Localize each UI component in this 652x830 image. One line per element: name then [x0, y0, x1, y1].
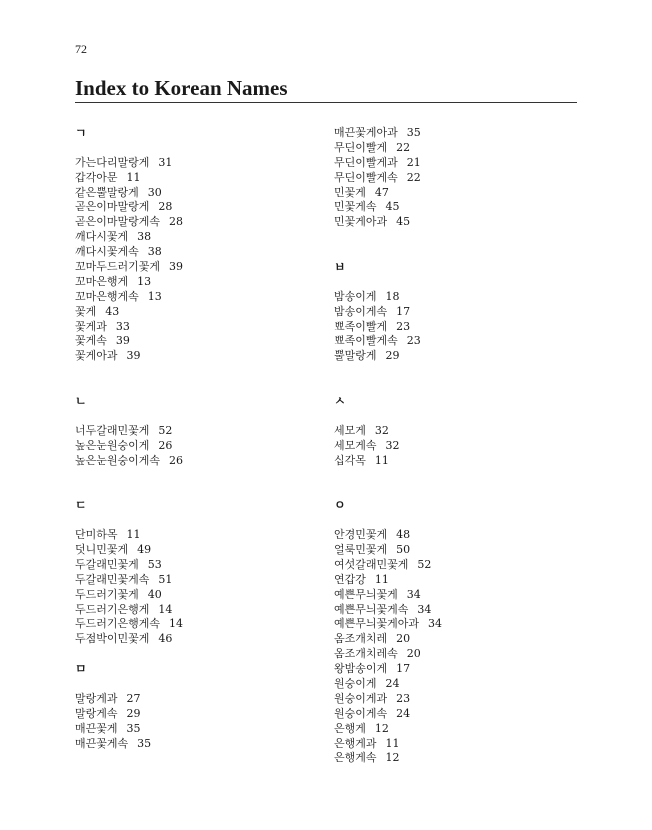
index-entry-name: 두갈래민꽃게 [75, 557, 139, 571]
index-entry [75, 424, 325, 439]
index-entry [75, 275, 325, 290]
index-entry-page: 20 [406, 647, 421, 661]
index-entry-name: 두갈래민꽃게속 [75, 572, 150, 586]
index-entry-page: 28 [158, 200, 173, 214]
spacer [334, 230, 584, 245]
index-section-heading: ㅁ [75, 662, 87, 677]
spacer [75, 141, 325, 156]
index-entry-name: 덧니민꽃게 [75, 542, 129, 556]
index-entry-page: 14 [169, 617, 184, 631]
index-entry [75, 603, 325, 618]
index-entry-page: 11 [126, 528, 141, 542]
index-entry-page: 39 [115, 334, 130, 348]
page-title: Index to Korean Names [75, 76, 577, 103]
spacer [75, 513, 325, 528]
index-section-heading: ㅅ [334, 394, 346, 409]
index-entry-name: 여섯갈래민꽃게 [334, 557, 409, 571]
index-section-heading: ㄱ [75, 126, 87, 140]
spacer [334, 364, 584, 379]
index-entry-name: 꽃게 [75, 304, 97, 318]
index-entry [75, 617, 325, 632]
index-entry-page: 17 [396, 304, 411, 318]
index-entry [334, 156, 584, 171]
index-entry-page: 32 [385, 438, 400, 452]
index-entry-page: 13 [137, 274, 152, 288]
index-entry [334, 722, 584, 737]
index-entry-page: 12 [385, 751, 400, 765]
index-entry-page: 51 [158, 572, 173, 586]
index-entry-name: 두드러기은행게속 [75, 617, 161, 631]
index-entry [334, 320, 584, 335]
index-entry-page: 35 [126, 721, 141, 735]
index-entry-page: 24 [385, 676, 400, 690]
index-column-right [334, 126, 584, 766]
index-entry [75, 245, 325, 260]
index-entry [334, 200, 584, 215]
index-entry [334, 439, 584, 454]
index-entry-page: 40 [147, 587, 162, 601]
index-entry-name: 원숭이게 [334, 676, 377, 690]
index-entry [334, 528, 584, 543]
spacer [334, 379, 584, 394]
index-entry-page: 35 [137, 736, 152, 750]
index-entry-page: 23 [396, 319, 411, 333]
index-entry-name: 안경민꽃게 [334, 528, 388, 542]
index-entry-page: 29 [126, 706, 141, 720]
index-entry-page: 27 [126, 691, 141, 705]
spacer [334, 483, 584, 498]
index-entry-page: 17 [396, 662, 411, 676]
index-entry-name: 꽃게과 [75, 319, 107, 333]
index-entry-name: 꽃게아과 [75, 349, 118, 363]
index-entry-name: 밤송이게속 [334, 304, 388, 318]
index-entry-page: 50 [396, 542, 411, 556]
index-entry [334, 215, 584, 230]
index-entry [75, 722, 325, 737]
index-entry [334, 573, 584, 588]
index-entry [75, 692, 325, 707]
index-entry-page: 11 [126, 170, 141, 184]
index-entry-name: 옴조개치레 [334, 632, 388, 646]
index-entry [334, 290, 584, 305]
index-section-heading: ㅇ [334, 498, 346, 513]
index-entry [334, 647, 584, 662]
index-entry-page: 53 [147, 557, 162, 571]
index-entry-name: 민꽃게속 [334, 200, 377, 214]
index-entry-name: 예쁜무늬꽃게아과 [334, 617, 420, 631]
index-entry-name: 곧은이마말랑게 [75, 200, 150, 214]
index-entry-page: 43 [105, 304, 120, 318]
index-entry-name: 밤송이게 [334, 289, 377, 303]
spacer [75, 409, 325, 424]
index-entry [75, 632, 325, 647]
index-entry-name: 단미하목 [75, 528, 118, 542]
index-entry [334, 662, 584, 677]
index-entry [75, 528, 325, 543]
index-entry-page: 45 [385, 200, 400, 214]
index-entry-page: 22 [406, 170, 421, 184]
index-entry-name: 원숭이게과 [334, 691, 388, 705]
index-entry [75, 320, 325, 335]
index-entry-page: 28 [169, 215, 184, 229]
index-entry-page: 39 [126, 349, 141, 363]
index-entry [75, 290, 325, 305]
spacer [334, 245, 584, 260]
index-entry-name: 무딘이빨게속 [334, 170, 398, 184]
index-entry-name: 두드러기꽃게 [75, 587, 139, 601]
spacer [75, 483, 325, 498]
index-entry [334, 632, 584, 647]
index-entry [75, 230, 325, 245]
index-entry-name: 말랑게속 [75, 706, 118, 720]
spacer [75, 677, 325, 692]
index-entry [334, 558, 584, 573]
index-entry [334, 141, 584, 156]
index-entry-name: 갑각아문 [75, 170, 118, 184]
index-entry-name: 매끈꽃게 [75, 721, 118, 735]
index-entry [334, 543, 584, 558]
index-entry-page: 31 [158, 155, 173, 169]
index-entry-name: 연갑강 [334, 572, 366, 586]
index-section-heading: ㄷ [75, 498, 87, 513]
index-section-heading: ㄴ [75, 394, 87, 409]
index-entry [334, 677, 584, 692]
index-entry-name: 원숭이게속 [334, 706, 388, 720]
index-entry-name: 곧은이마말랑게속 [75, 215, 161, 229]
index-entry-page: 32 [374, 423, 389, 437]
spacer [75, 647, 325, 662]
index-entry-page: 46 [158, 632, 173, 646]
index-entry [334, 454, 584, 469]
index-entry [75, 200, 325, 215]
index-entry-page: 11 [374, 572, 389, 586]
index-entry [334, 617, 584, 632]
index-entry-name: 세모게 [334, 423, 366, 437]
index-entry-page: 23 [396, 691, 411, 705]
index-entry [334, 305, 584, 320]
index-entry [75, 737, 325, 752]
index-entry-name: 예쁜무늬꽃게속 [334, 602, 409, 616]
index-entry-page: 26 [169, 453, 184, 467]
index-entry-name: 깨다시꽃게속 [75, 245, 139, 259]
index-entry-page: 18 [385, 289, 400, 303]
index-entry-page: 34 [428, 617, 443, 631]
index-entry-page: 30 [147, 185, 162, 199]
index-entry-name: 두점박이민꽃게 [75, 632, 150, 646]
index-entry-page: 14 [158, 602, 173, 616]
index-entry-page: 52 [417, 557, 432, 571]
index-section-heading: ㅂ [334, 260, 346, 275]
index-entry [75, 439, 325, 454]
index-entry-page: 38 [137, 230, 152, 244]
index-entry-page: 34 [417, 602, 432, 616]
index-entry-name: 높은눈원숭이게 [75, 438, 150, 452]
index-entry-page: 11 [374, 453, 389, 467]
index-entry-page: 52 [158, 423, 173, 437]
index-entry-name: 말랑게과 [75, 691, 118, 705]
index-entry-page: 39 [169, 260, 184, 274]
index-entry [334, 603, 584, 618]
index-entry-page: 20 [396, 632, 411, 646]
index-entry-page: 29 [385, 349, 400, 363]
index-entry-page: 34 [406, 587, 421, 601]
spacer [75, 364, 325, 379]
index-entry [334, 692, 584, 707]
index-entry-name: 세모게속 [334, 438, 377, 452]
index-entry [334, 751, 584, 766]
index-entry-page: 26 [158, 438, 173, 452]
index-entry [75, 186, 325, 201]
index-entry [334, 126, 584, 141]
index-entry-page: 13 [147, 289, 162, 303]
index-entry-name: 깨다시꽃게 [75, 230, 129, 244]
index-entry-name: 예쁜무늬꽃게 [334, 587, 398, 601]
index-entry-name: 꼬마은행게속 [75, 289, 139, 303]
page-number: 72 [75, 42, 87, 56]
index-entry [334, 737, 584, 752]
index-entry-page: 33 [115, 319, 130, 333]
index-entry [75, 260, 325, 275]
spacer [334, 275, 584, 290]
index-entry-name: 매끈꽃게아과 [334, 126, 398, 139]
index-entry-name: 가는다리말랑게 [75, 155, 150, 169]
index-entry-page: 35 [406, 126, 421, 139]
index-entry-name: 두드러기은행게 [75, 602, 150, 616]
index-entry [334, 171, 584, 186]
index-entry-name: 은행게속 [334, 751, 377, 765]
index-entry-page: 49 [137, 542, 152, 556]
index-entry-page: 21 [406, 155, 421, 169]
index-entry [75, 215, 325, 230]
index-entry-page: 45 [396, 215, 411, 229]
index-entry-name: 민꽃게아과 [334, 215, 388, 229]
index-entry-name: 무딘이빨게과 [334, 155, 398, 169]
index-entry-name: 은행게 [334, 721, 366, 735]
index-entry-name: 너두갈래민꽃게 [75, 423, 150, 437]
index-entry [75, 573, 325, 588]
index-entry-name: 십각목 [334, 453, 366, 467]
index-entry [75, 156, 325, 171]
index-entry-page: 24 [396, 706, 411, 720]
index-entry-page: 48 [396, 528, 411, 542]
index-entry [334, 349, 584, 364]
spacer [334, 468, 584, 483]
index-entry [334, 707, 584, 722]
index-entry-name: 뿔말랑게 [334, 349, 377, 363]
spacer [334, 409, 584, 424]
index-entry [334, 186, 584, 201]
spacer [75, 379, 325, 394]
index-entry-name: 매끈꽃게속 [75, 736, 129, 750]
index-entry [75, 454, 325, 469]
index-entry-name: 왕밤송이게 [334, 662, 388, 676]
index-entry-name: 은행게과 [334, 736, 377, 750]
index-entry [75, 588, 325, 603]
index-entry-page: 23 [406, 334, 421, 348]
index-entry-name: 무딘이빨게 [334, 140, 388, 154]
index-entry [75, 305, 325, 320]
index-entry [75, 543, 325, 558]
index-entry-page: 38 [147, 245, 162, 259]
index-entry-name: 얼룩민꽃게 [334, 542, 388, 556]
index-entry [75, 171, 325, 186]
spacer [334, 513, 584, 528]
index-entry-page: 47 [374, 185, 389, 199]
spacer [75, 468, 325, 483]
index-entry-name: 뾰족이빨게 [334, 319, 388, 333]
index-entry-name: 높은눈원숭이게속 [75, 453, 161, 467]
index-entry-name: 뾰족이빨게속 [334, 334, 398, 348]
index-entry-page: 12 [374, 721, 389, 735]
index-column-left [75, 126, 325, 751]
index-entry [334, 588, 584, 603]
index-entry [334, 424, 584, 439]
index-entry-name: 민꽃게 [334, 185, 366, 199]
index-entry [75, 349, 325, 364]
index-entry [75, 558, 325, 573]
index-entry-name: 꽃게속 [75, 334, 107, 348]
index-entry-name: 꼬마은행게 [75, 274, 129, 288]
index-entry-page: 11 [385, 736, 400, 750]
index-entry [334, 334, 584, 349]
index-entry-page: 22 [396, 140, 411, 154]
index-entry [75, 334, 325, 349]
index-entry-name: 옴조개치레속 [334, 647, 398, 661]
index-entry-name: 꼬마두드러기꽃게 [75, 260, 161, 274]
index-entry [75, 707, 325, 722]
index-entry-name: 같은뿔말랑게 [75, 185, 139, 199]
